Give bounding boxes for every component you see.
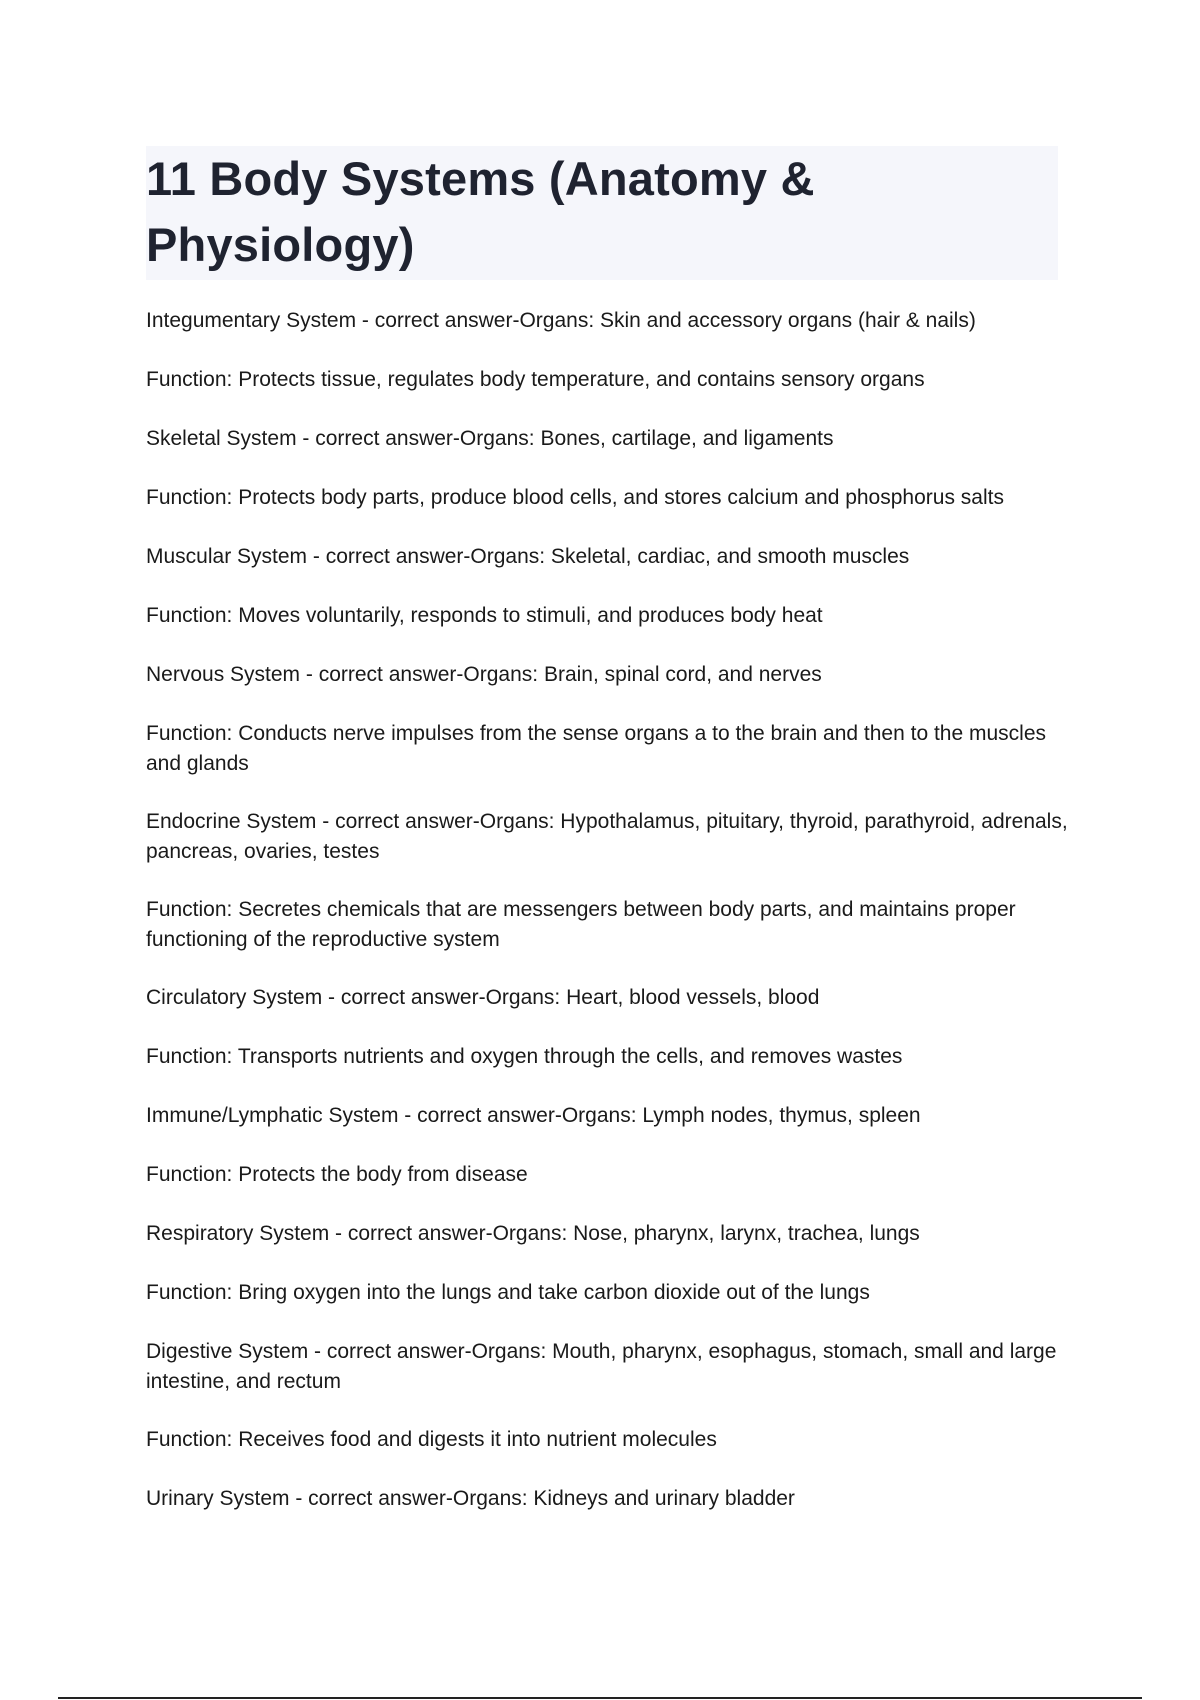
title-block [146,146,1058,280]
page-bottom-divider [58,1697,1142,1699]
entry-digestive-function: Function: Receives food and digests it into nutrient molecules [146,1428,717,1451]
entry-immune-organs: Immune/Lymphatic System - correct answer-Organs: Lymph nodes, thymus, spleen [146,1104,921,1127]
entry-digestive-organs: Digestive System - correct answer-Organs: Mouth, pharynx, esophagus, stomach, small and large intestine, and rectum [146,1340,1057,1393]
entry-respiratory-organs: Respiratory System - correct answer-Organs: Nose, pharynx, larynx, trachea, lungs [146,1222,920,1245]
entry-circulatory-function: Function: Transports nutrients and oxygen through the cells, and removes wastes [146,1045,903,1068]
entry-endocrine-function: Function: Secretes chemicals that are messengers between body parts, and maintains proper functioning of the reproductive system [146,898,1016,951]
entry-nervous-function: Function: Conducts nerve impulses from the sense organs a to the brain and then to the muscles and glands [146,722,1046,775]
entry-immune-function: Function: Protects the body from disease [146,1163,528,1186]
entry-respiratory-function: Function: Bring oxygen into the lungs and take carbon dioxide out of the lungs [146,1281,870,1304]
entry-endocrine-organs: Endocrine System - correct answer-Organs: Hypothalamus, pituitary, thyroid, parathyroid, adrenals, pancreas, ovaries, testes [146,810,1068,863]
entry-urinary-organs: Urinary System - correct answer-Organs: Kidneys and urinary bladder [146,1487,795,1510]
entry-skeletal-function: Function: Protects body parts, produce blood cells, and stores calcium and phosphorus salts [146,486,1004,509]
entry-integumentary-organs: Integumentary System - correct answer-Organs: Skin and accessory organs (hair & nails) [146,309,976,332]
entry-circulatory-organs: Circulatory System - correct answer-Organs: Heart, blood vessels, blood [146,986,820,1009]
page-title: 11 Body Systems (Anatomy & Physiology) [146,152,815,271]
entry-integumentary-function: Function: Protects tissue, regulates body temperature, and contains sensory organs [146,368,925,391]
entry-muscular-function: Function: Moves voluntarily, responds to stimuli, and produces body heat [146,604,823,627]
entry-skeletal-organs: Skeletal System - correct answer-Organs: Bones, cartilage, and ligaments [146,427,834,450]
entry-nervous-organs: Nervous System - correct answer-Organs: Brain, spinal cord, and nerves [146,663,822,686]
entry-muscular-organs: Muscular System - correct answer-Organs: Skeletal, cardiac, and smooth muscles [146,545,910,568]
